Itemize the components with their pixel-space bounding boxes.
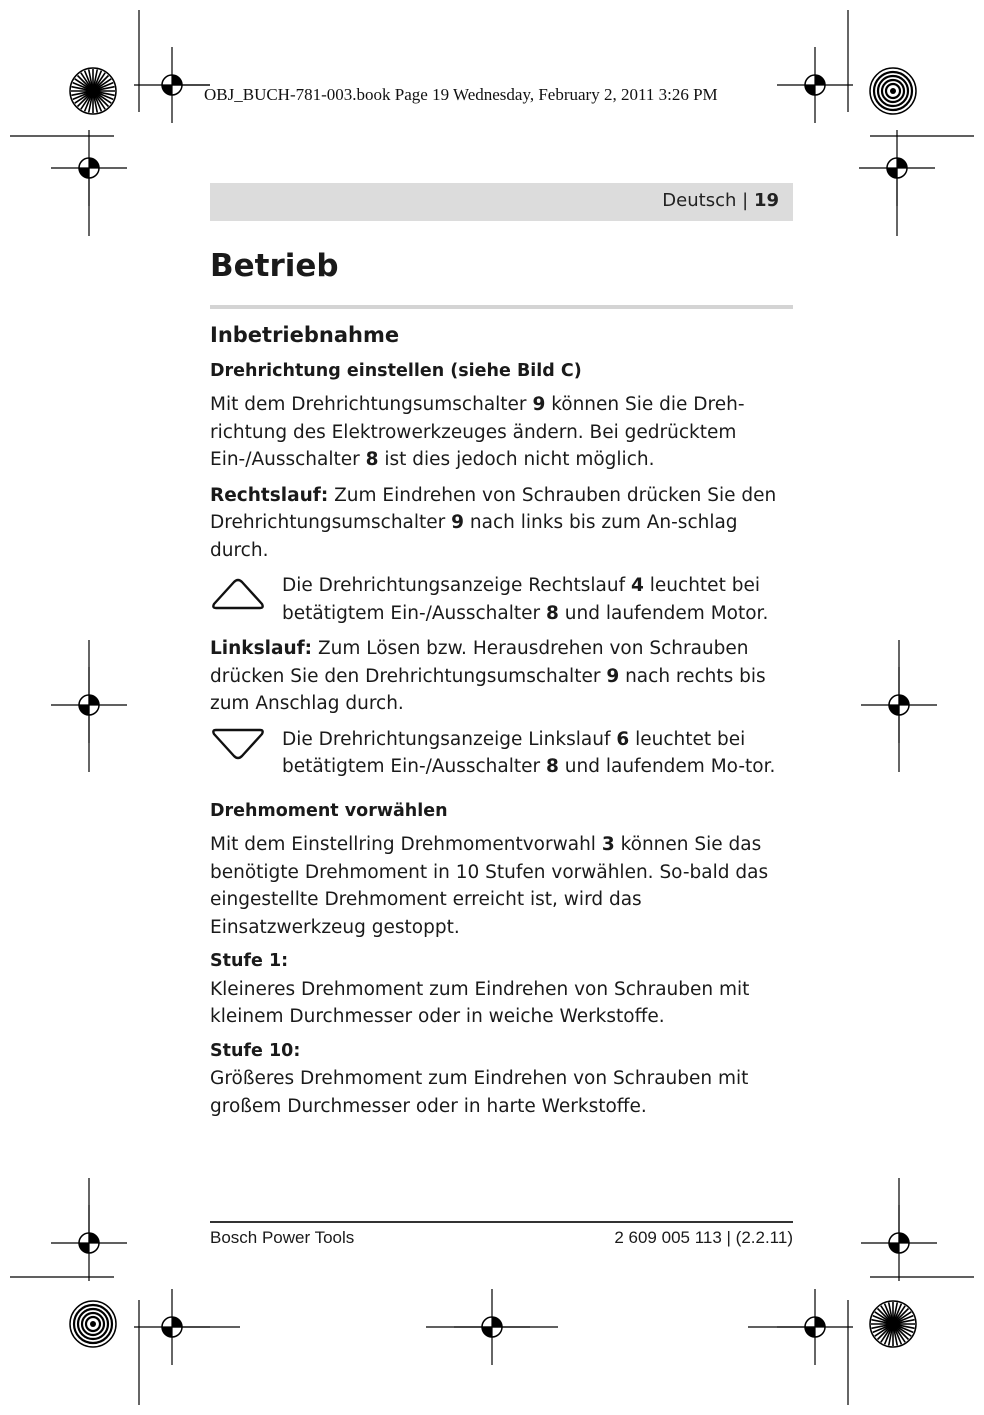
footer-document-code: 2 609 005 113 | (2.2.11)	[614, 1228, 793, 1247]
footer-publisher: Bosch Power Tools	[210, 1228, 355, 1247]
page-title: Betrieb	[210, 248, 793, 309]
header-language: Deutsch	[662, 190, 737, 211]
rotation-heading: Drehrichtung einstellen (siehe Bild C)	[210, 360, 582, 381]
page-number: 19	[753, 190, 779, 211]
stage-10-label: Stufe 10:	[210, 1040, 301, 1061]
left-rotation-label: Linkslauf:	[210, 638, 313, 660]
triangle-down-icon	[210, 726, 282, 781]
page-content	[210, 248, 793, 1120]
stage-10-text: Größeres Drehmoment zum Eindrehen von Schrauben mit großem Durchmesser oder in harte Werkstoffe.	[210, 1068, 749, 1117]
header-text	[662, 190, 779, 211]
stage-1-label: Stufe 1:	[210, 951, 289, 972]
left-rotation-note	[210, 726, 793, 781]
running-header	[210, 183, 793, 221]
stage-1-text: Kleineres Drehmoment zum Eindrehen von Schrauben mit kleinem Durchmesser oder in weiche Werkstoffe.	[210, 978, 750, 1028]
right-rotation-note-text: Die Drehrichtungsanzeige Rechtslauf 4 leuchtet bei betätigtem Ein-/Ausschalter 8 und laufendem Motor.	[282, 575, 769, 624]
page-footer	[210, 1221, 793, 1247]
triangle-up-icon	[210, 572, 282, 627]
torque-intro: Mit dem Einstellring Drehmomentvorwahl 3 können Sie das benötigte Drehmoment in 10 Stufen vorwählen. So-bald das eingestellte Drehmoment erreicht ist, wird das Einsatzwerkzeug gestoppt.	[210, 834, 769, 938]
print-slug: OBJ_BUCH-781-003.book Page 19 Wednesday, February 2, 2011 3:26 PM	[204, 85, 718, 104]
right-rotation-label: Rechtslauf:	[210, 484, 329, 506]
left-rotation-paragraph: Linkslauf: Zum Lösen bzw. Herausdrehen von Schrauben drücken Sie den Drehrichtungsumschalter 9 nach rechts bis zum Anschlag durch.	[210, 638, 766, 715]
section-heading: Inbetriebnahme	[210, 323, 400, 348]
left-rotation-note-text: Die Drehrichtungsanzeige Linkslauf 6 leuchtet bei betätigtem Ein-/Ausschalter 8 und laufendem Mo-tor.	[282, 728, 776, 778]
rotation-intro: Mit dem Drehrichtungsumschalter 9 können Sie die Dreh-richtung des Elektrowerkzeuges ändern. Bei gedrücktem Ein-/Ausschalter 8 ist dies jedoch nicht möglich.	[210, 394, 745, 471]
right-rotation-paragraph: Rechtslauf: Zum Eindrehen von Schrauben drücken Sie den Drehrichtungsumschalter 9 nach links bis zum An-schlag durch.	[210, 484, 777, 561]
right-rotation-note	[210, 572, 793, 627]
torque-heading: Drehmoment vorwählen	[210, 800, 448, 821]
header-separator: |	[742, 190, 749, 211]
